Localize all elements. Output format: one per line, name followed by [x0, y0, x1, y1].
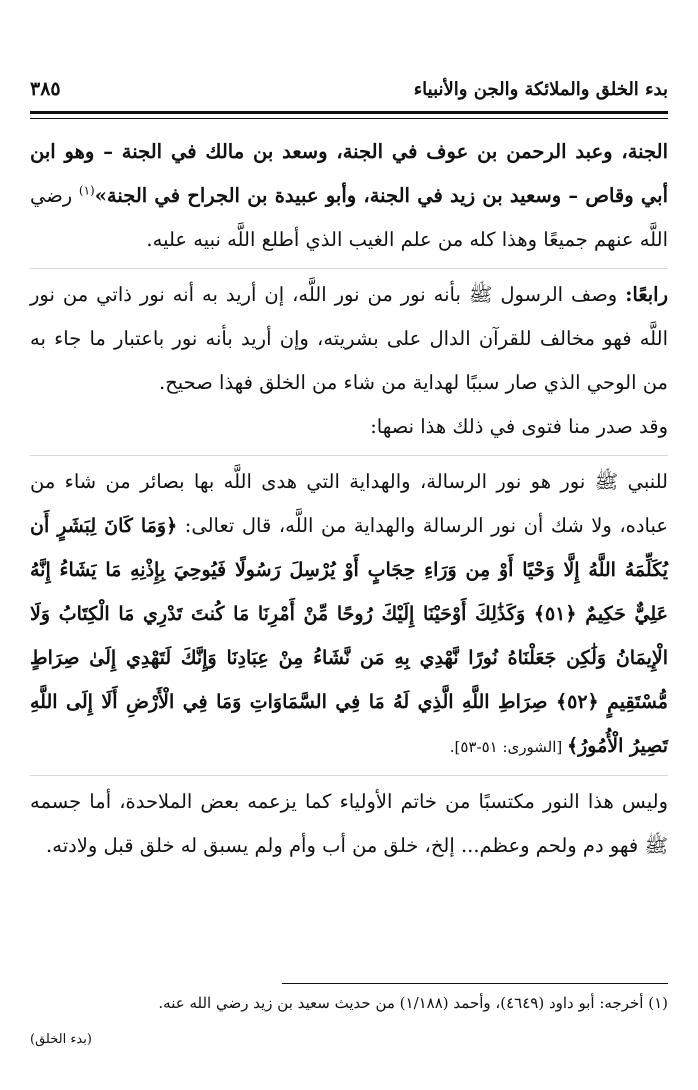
- paragraph-companions: [30, 130, 668, 262]
- page-body: [30, 130, 668, 868]
- paragraph-text: للنبي ﷺ نور هو نور الرسالة، والهداية التي هدى اللَّه بها بصائر من شاء من عباده، ولا شك أن نور الرسالة والهداية من اللَّه، قال تعالى:: [30, 470, 668, 537]
- header-rule-thick: [30, 111, 668, 114]
- hadith-text-bold: الجنة، وعبد الرحمن بن عوف في الجنة، وسعد بن مالك في الجنة – وهو ابن أبي وقاص – وسعيد بن زيد في الجنة، وأبو عبيدة بن الجراح في الجنة»: [30, 140, 668, 207]
- header-rule-thin: [30, 118, 668, 119]
- paragraph-fatwa: [30, 460, 668, 769]
- point-label: رابعًا:: [625, 283, 668, 306]
- paragraph-text: وصف الرسول ﷺ بأنه نور من نور اللَّه، إن أريد به أنه نور ذاتي من نور اللَّه فهو مخالف للقرآن الدال على بشريته، وإن أريد بأنه نور باعتبار ما جاء به من الوحي الذي صار سببًا لهداية من شاء من الخلق فهذا صحيح.: [30, 283, 668, 394]
- paragraph-text: رضي اللَّه عنهم جميعًا وهذا كله من علم الغيب الذي أطلع اللَّه نبيه عليه.: [30, 184, 668, 251]
- running-footer: (بدء الخلق): [30, 1032, 92, 1047]
- paragraph-separator: [30, 775, 668, 776]
- footnote-rule: [282, 983, 668, 984]
- page-number: ٣٨٥: [30, 78, 61, 100]
- chapter-title: بدء الخلق والملائكة والجن والأنبياء: [413, 78, 668, 100]
- paragraph-separator: [30, 455, 668, 456]
- paragraph-fourth: [30, 273, 668, 405]
- page-header: [30, 72, 668, 106]
- paragraph-fatwa-intro: وقد صدر منا فتوى في ذلك هذا نصها:: [370, 415, 668, 438]
- verse-source: [الشورى: ٥١-٥٣].: [449, 738, 567, 756]
- footnote: (١) أخرجه: أبو داود (٤٦٤٩)، وأحمد (١/١٨٨) من حديث سعيد بن زيد رضي الله عنه.: [158, 994, 668, 1012]
- paragraph-separator: [30, 268, 668, 269]
- paragraph-body: وليس هذا النور مكتسبًا من خاتم الأولياء كما يزعمه بعض الملاحدة، أما جسمه ﷺ فهو دم ولحم وعظم... إلخ، خلق من أب وأم ولم يسبق له خلق قبل ولادته.: [30, 790, 668, 857]
- quran-verse: ﴿وَمَا كَانَ لِبَشَرٍ أَن يُكَلِّمَهُ اللَّهُ إِلَّا وَحْيًا أَوْ مِن وَرَاءِ حِجَابٍ أَوْ يُرْسِلَ رَسُولًا فَيُوحِيَ بِإِذْنِهِ مَا يَشَاءُ إِنَّهُ عَلِيٌّ حَكِيمٌ ﴿٥١﴾ وَكَذَٰلِكَ أَوْحَيْنَا إِلَيْكَ رُوحًا مِّنْ أَمْرِنَا مَا كُنتَ تَدْرِي مَا الْكِتَابُ وَلَا الْإِيمَانُ وَلَٰكِن جَعَلْنَاهُ نُورًا نَّهْدِي بِهِ مَن نَّشَاءُ مِنْ عِبَادِنَا وَإِنَّكَ لَتَهْدِي إِلَىٰ صِرَاطٍ مُّسْتَقِيمٍ ﴿٥٢﴾ صِرَاطِ اللَّهِ الَّذِي لَهُ مَا فِي السَّمَاوَاتِ وَمَا فِي الْأَرْضِ أَلَا إِلَى اللَّهِ تَصِيرُ الْأُمُورُ﴾: [30, 515, 668, 757]
- footnote-reference: (١): [78, 183, 95, 198]
